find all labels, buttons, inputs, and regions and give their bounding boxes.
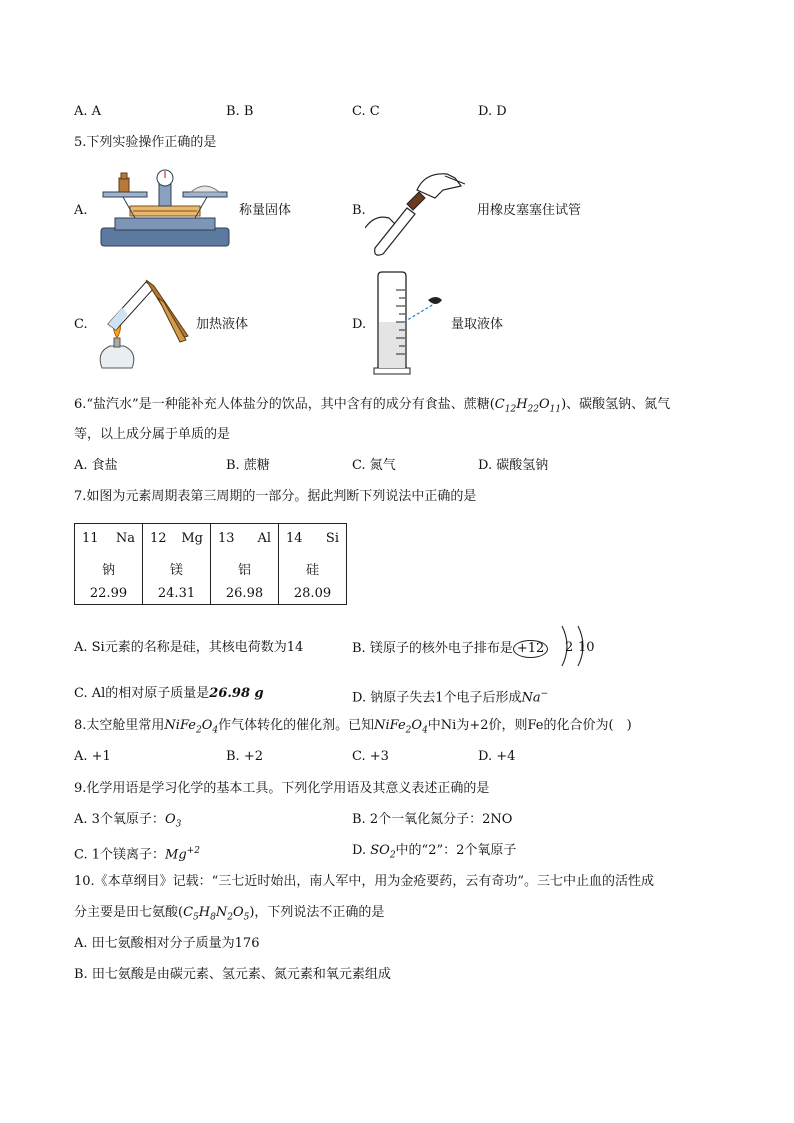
q9-option-a [74, 812, 181, 833]
q9-option-b: B. 2个一氧化氮分子：2NO [352, 812, 513, 827]
q6-sub2: 22 [527, 404, 539, 415]
periodic-table-excerpt [74, 523, 347, 605]
q8-formula-1: NiFe [164, 718, 196, 733]
q9-option-d [352, 843, 516, 864]
q4-option-b: B. B [226, 104, 254, 119]
q8-sub: 2 [405, 725, 412, 736]
q6-option-d: D. 碳酸氢钠 [478, 458, 549, 473]
q10-line2-a: 分主要是田七氨酸( [74, 905, 184, 920]
q6-line1-a: 6.“盐汽水”是一种能补充人体盐分的饮品，其中含有的成分有食盐、蔗糖( [74, 397, 495, 412]
element-name: 钠 [101, 563, 115, 578]
q6-line2: 等，以上成分属于单质的是 [74, 427, 231, 442]
formula-part: O [232, 905, 244, 920]
q6-option-c: C. 氮气 [352, 458, 396, 473]
q10-line2-b: )，下列说法不正确的是 [249, 905, 385, 920]
q8-formula-2: NiFe [374, 718, 406, 733]
q8-stem-b: 作气体转化的催化剂。已知 [218, 718, 375, 733]
element-symbol: Si [325, 531, 339, 546]
q8-option-d: D. +4 [478, 749, 516, 764]
q5-d-label: D. [352, 317, 367, 332]
q6-option-b: B. 蔗糖 [226, 458, 270, 473]
q6-formula-o: O [538, 397, 550, 412]
element-number: 14 [286, 531, 303, 546]
shell-1-count: 2 [565, 640, 574, 655]
q5-a-label: A. [74, 203, 88, 218]
so2-sub: 2 [389, 850, 396, 861]
q5-d-text: 量取液体 [451, 317, 504, 332]
q5-stem: 5.下列实验操作正确的是 [74, 135, 217, 150]
q4-option-c: C. C [352, 104, 380, 119]
q6-line1-b: )、碳酸氢钠、氮气 [561, 397, 671, 412]
ozone-sub: 3 [175, 819, 182, 830]
formula-sub: 5 [243, 912, 250, 923]
element-symbol: Al [257, 531, 271, 546]
element-symbol: Na [115, 531, 135, 546]
q10-option-b: B. 田七氨酸是由碳元素、氢元素、氮元素和氧元素组成 [74, 967, 391, 982]
element-number: 13 [218, 531, 235, 546]
q8-option-b: B. +2 [226, 749, 263, 764]
q9-option-a-text: A. 3个氧原子： [74, 812, 165, 827]
q6-formula-c: C [494, 397, 505, 412]
element-cell-mg [143, 524, 211, 605]
test-tube-stopper-image [365, 168, 470, 256]
formula-sub: 2 [227, 912, 233, 923]
q8-stem: 8.太空舱里常用$NiFe_2O_4$作气体转化的催化剂。已知$NiFe_2O_4$中Ni为+2价，则Fe的化合价为( ) [74, 718, 632, 736]
q6-sub1: 12 [504, 404, 517, 415]
q4-option-a: A. A [74, 104, 102, 119]
element-cell-al [211, 524, 279, 605]
ozone-formula: O [164, 812, 176, 827]
heating-liquid-image [88, 276, 196, 374]
formula-part: N [215, 905, 228, 920]
q9-stem: 9.化学用语是学习化学的基本工具。下列化学用语及其意义表述正确的是 [74, 781, 490, 796]
q7-option-b [352, 640, 548, 658]
q7-option-d [352, 686, 548, 706]
q6-sub3: 11 [549, 404, 562, 415]
q7-option-b-text: B. 镁原子的核外电子排布是 [352, 641, 513, 656]
q8-sub: 2 [195, 725, 202, 736]
q9-option-d-text: 中的“2”：2个氧原子 [395, 843, 517, 858]
q8-option-c: C. +3 [352, 749, 389, 764]
q9-option-d-label: D. [352, 843, 367, 858]
q9-option-c-text: C. 1个镁离子： [74, 847, 166, 863]
q5-b-text: 用橡皮塞塞住试管 [477, 203, 582, 218]
q7-option-d-text: D. 钠原子失去1个电子后形成 [352, 690, 522, 706]
q6-option-a: A. 食盐 [74, 458, 118, 473]
element-cell-si [279, 524, 347, 605]
q8-option-a: A. +1 [74, 749, 111, 764]
magnesium-ion-formula: Mg [165, 847, 187, 863]
nucleus-circle: +12 [513, 640, 548, 658]
q6-line1 [74, 397, 670, 418]
q6-formula-h: H [516, 397, 528, 412]
q8-sub: 4 [422, 725, 428, 736]
q10-line2 [74, 905, 384, 926]
element-name: 镁 [169, 563, 183, 578]
element-mass: 24.31 [157, 586, 196, 601]
q8-stem-c: 中Ni为+2价，则Fe的化合价为( ) [427, 718, 632, 733]
sodium-ion-charge: − [540, 689, 549, 699]
q7-option-c-text: C. Al的相对原子质量是 [74, 686, 210, 701]
q10-option-a: A. 田七氨酸相对分子质量为176 [74, 936, 260, 951]
element-number: 12 [150, 531, 167, 546]
q5-c-label: C. [74, 317, 88, 332]
so2-formula: SO [370, 843, 390, 858]
graduated-cylinder-image [368, 270, 448, 378]
formula-sub: 5 [193, 912, 199, 923]
element-name: 铝 [237, 563, 251, 578]
q7-stem: 7.如图为元素周期表第三周期的一部分。据此判断下列说法中正确的是 [74, 489, 477, 504]
q8-sub: 4 [212, 725, 219, 736]
q5-c-text: 加热液体 [196, 317, 249, 332]
element-mass: 26.98 [225, 586, 264, 601]
q5-b-label: B. [352, 203, 366, 218]
formula-part: H [198, 905, 211, 920]
q7-option-c [74, 686, 264, 702]
balance-scale-image [95, 168, 235, 250]
shell-2-count: 10 [578, 640, 595, 655]
q7-option-c-value: 26.98 g [209, 686, 264, 701]
element-symbol: Mg [181, 531, 203, 546]
q7-option-a: A. Si元素的名称是硅，其核电荷数为14 [74, 640, 304, 655]
formula-sub: 8 [210, 912, 216, 923]
element-number: 11 [82, 531, 99, 546]
q5-a-text: 称量固体 [239, 203, 292, 218]
element-mass: 28.09 [293, 586, 332, 601]
q9-option-c [74, 843, 200, 863]
q8-stem-a: 8.太空舱里常用 [74, 718, 165, 733]
q10-line1: 10.《本草纲目》记载：“三七近时始出，南人军中，用为金疮要药，云有奇功”。三七中止血的活性成 [74, 874, 654, 889]
element-name: 硅 [305, 563, 319, 578]
sodium-ion-symbol: Na [521, 690, 541, 706]
element-mass: 22.99 [89, 586, 128, 601]
magnesium-ion-charge: +2 [186, 846, 200, 856]
element-cell-na [75, 524, 143, 605]
q4-option-d: D. D [478, 104, 507, 119]
formula-part: C [183, 905, 194, 920]
